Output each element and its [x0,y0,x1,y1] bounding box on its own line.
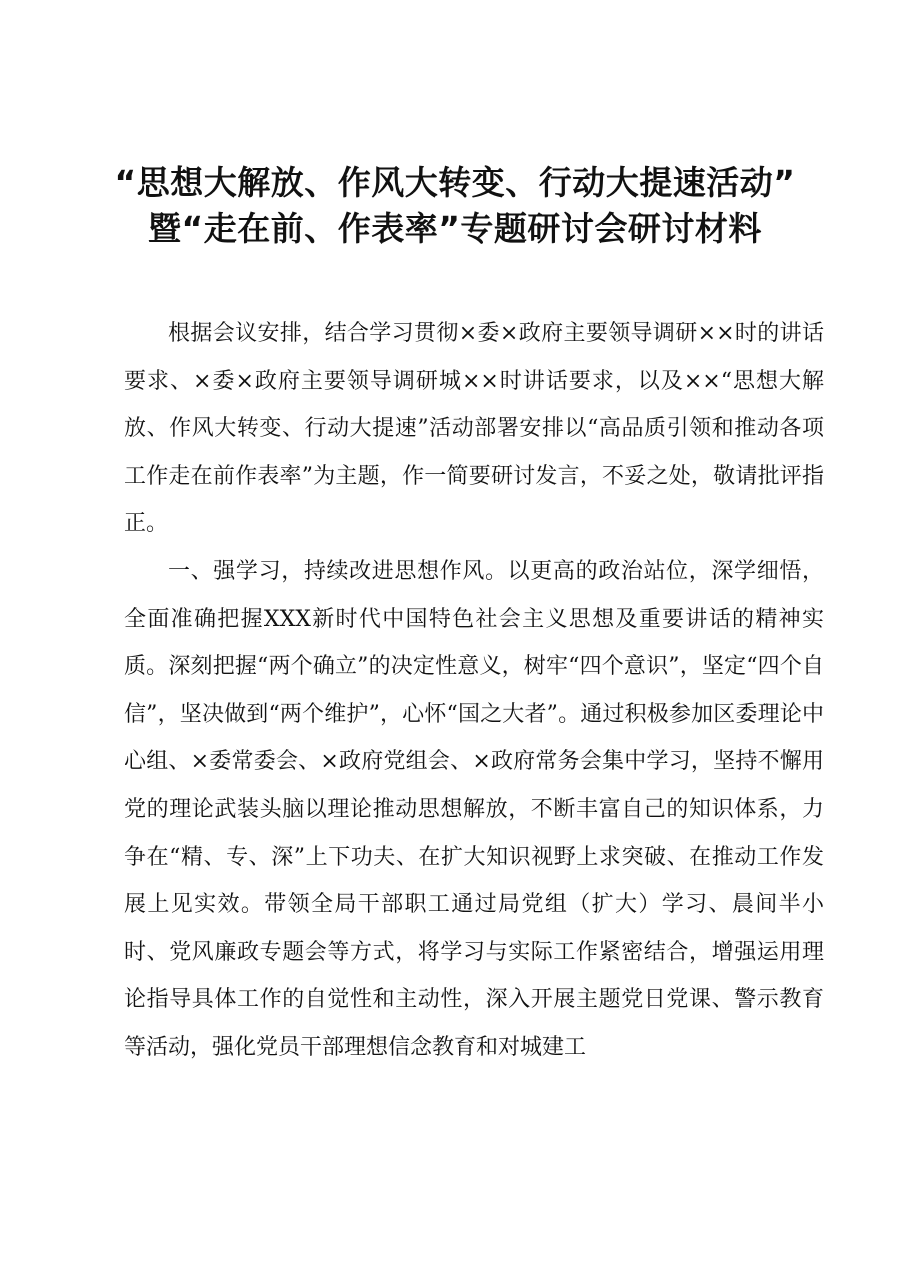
paragraph-section-1: 一、强学习，持续改进思想作风。以更高的政治站位，深学细悟，全面准确把握XXX新时代中国特色社会主义思想及重要讲话的精神实质。深刻把握“两个确立”的决定性意义，树牢“四个意识”，坚定“四个自信”，坚决做到“两个维护”，心怀“国之大者”。通过积极参加区委理论中心组、×委常委会、×政府党组会、×政府常务会集中学习，坚持不懈用党的理论武装头脑以理论推动思想解放，不断丰富自己的知识体系，力争在“精、专、深”上下功夫、在扩大知识视野上求突破、在推动工作发展上见实效。带领全局干部职工通过局党组（扩大）学习、晨间半小时、党风廉政专题会等方式，将学习与实际工作紧密结合，增强运用理论指导具体工作的自觉性和主动性，深入开展主题党日党课、警示教育等活动，强化党员干部理想信念教育和对城建工 [124,558,824,1060]
document-title-line-2: 暨“走在前、作表率”专题研讨会研讨材料 [148,209,762,248]
document-body [124,310,824,1072]
paragraph-intro: 根据会议安排，结合学习贯彻×委×政府主要领导调研××时的讲话要求、×委×政府主要领导调研城××时讲话要求，以及××“思想大解放、作风大转变、行动大提速”活动部署安排以“高品质引领和推动各项工作走在前作表率”为主题，作一简要研讨发言，不妥之处，敬请批评指正。 [124,321,824,537]
document-title-line-1: “思想大解放、作风大转变、行动大提速活动” [114,163,796,202]
